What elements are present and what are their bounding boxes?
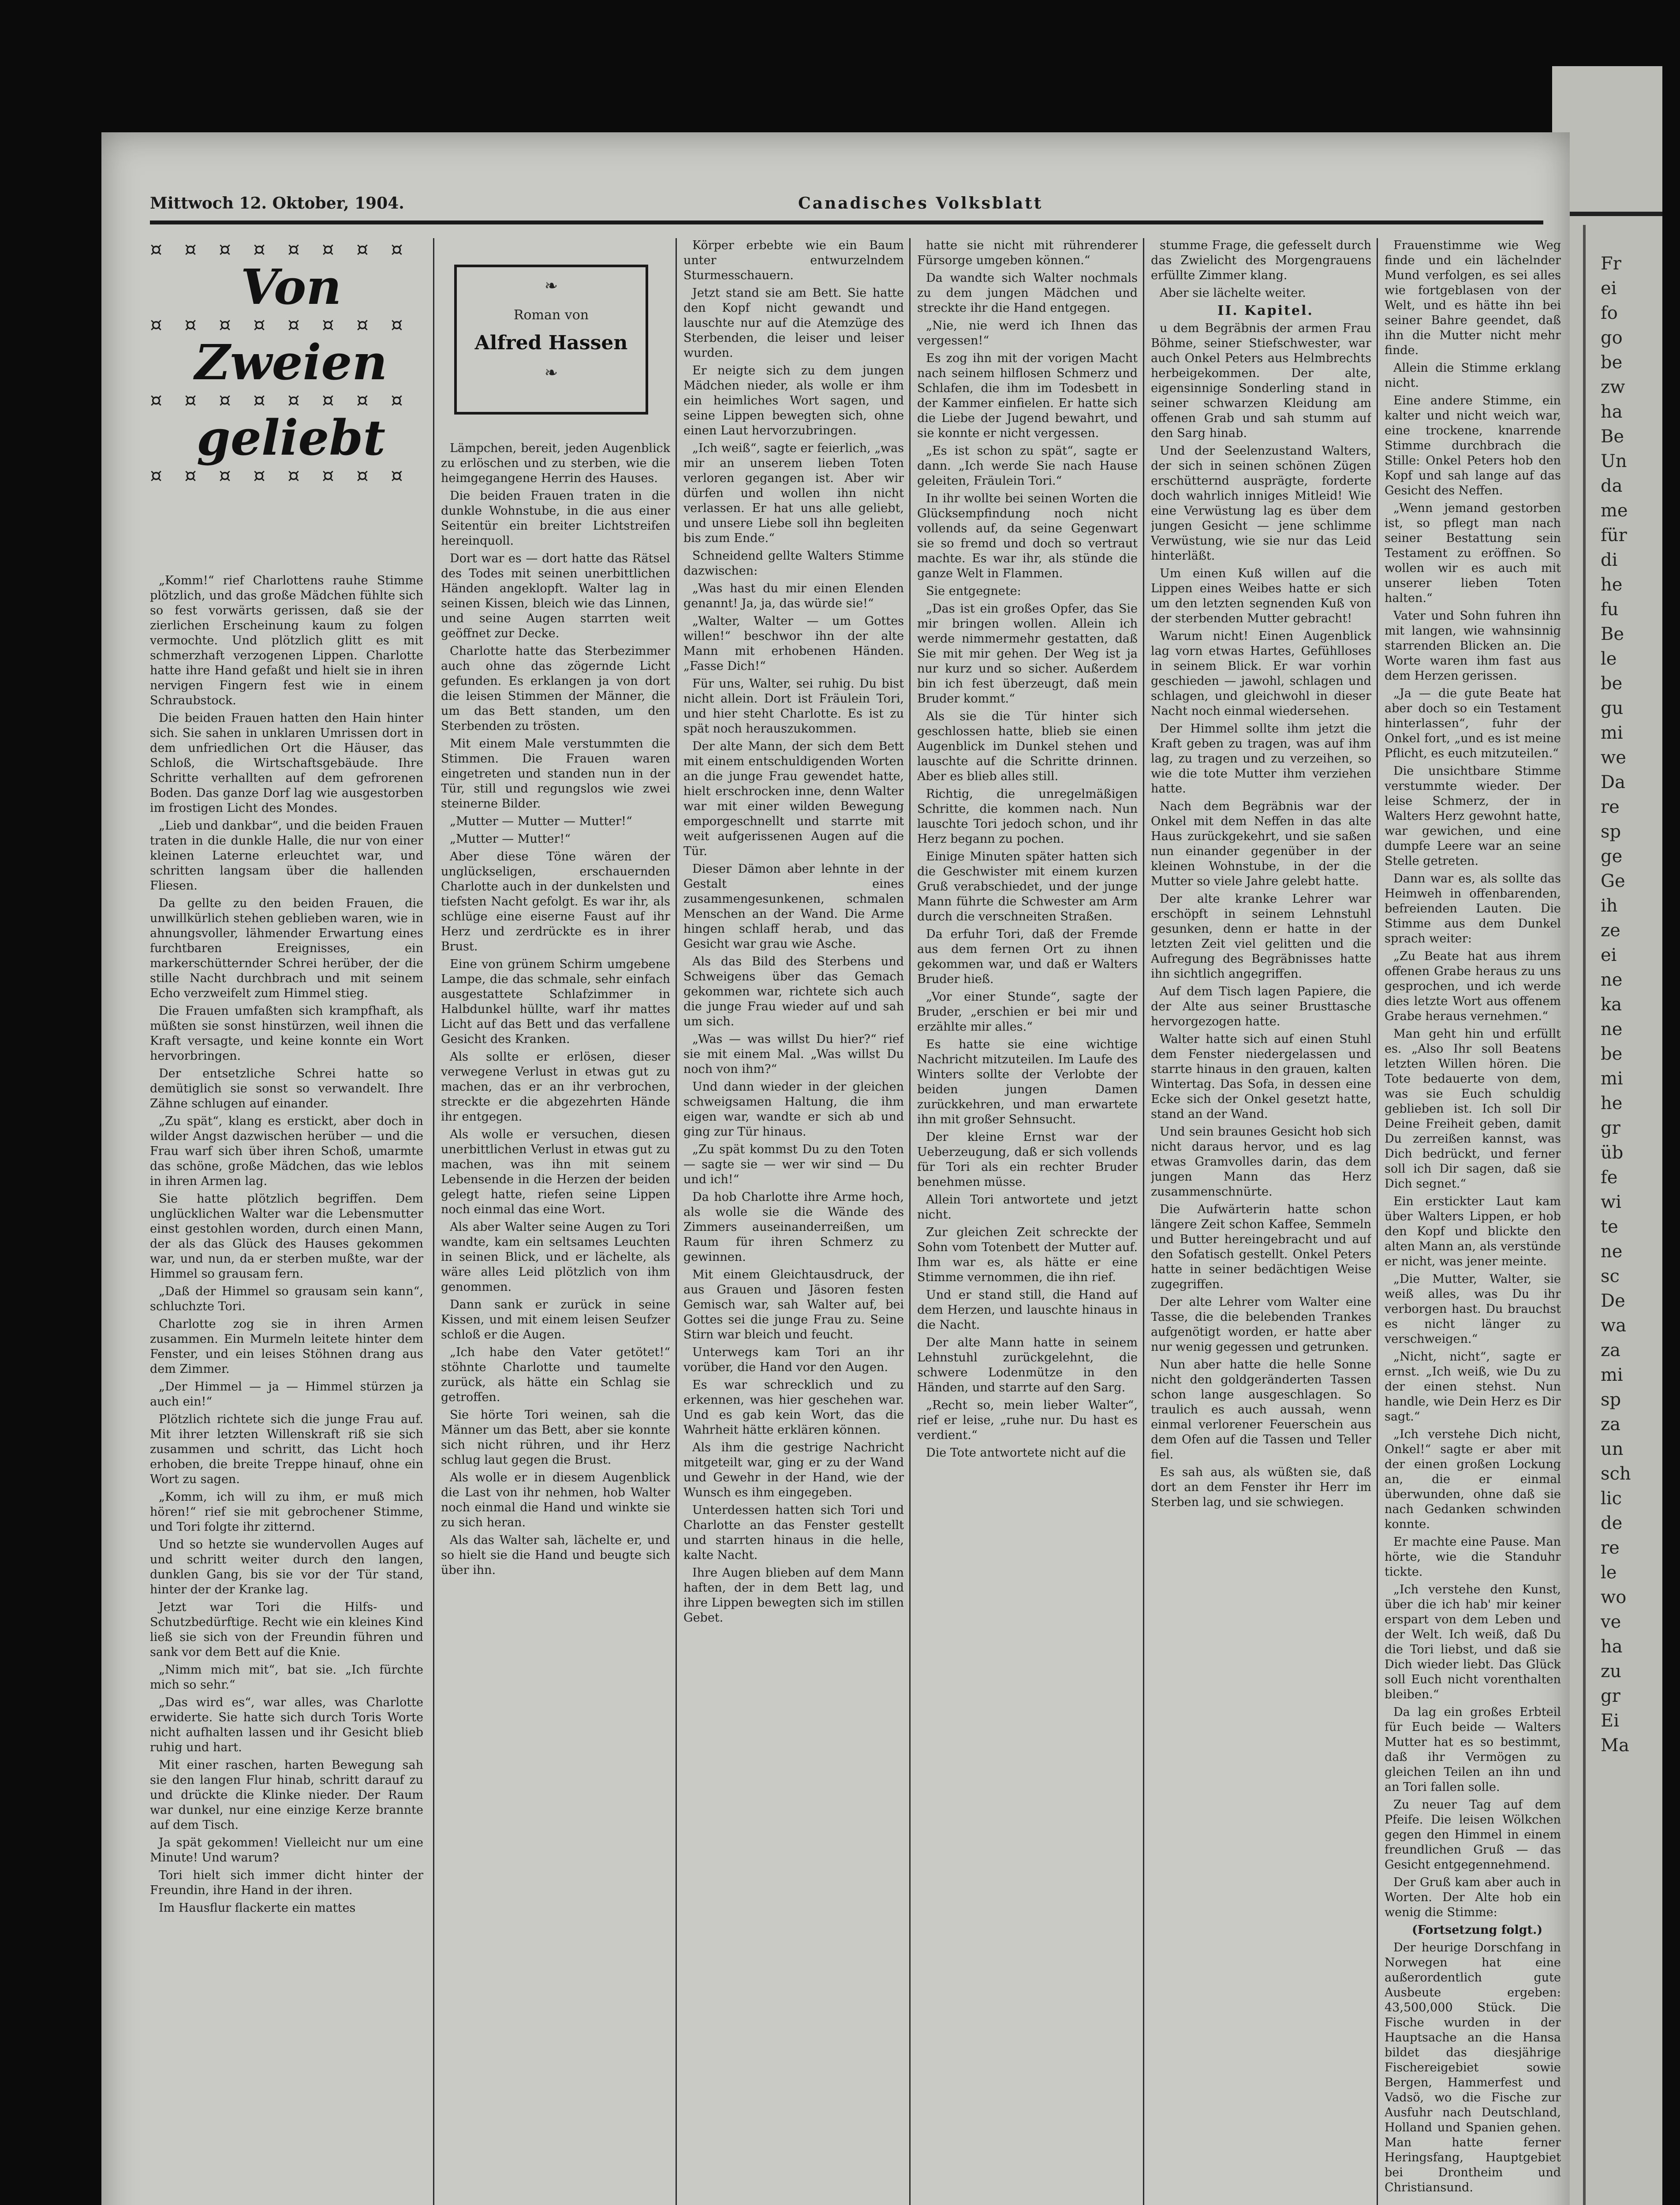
paragraph: Als wolle er in diesem Augenblick die Last von ihr nehmen, hob Walter noch einmal die Hand und winkte sie zu sich heran. <box>441 1471 670 1529</box>
paragraph: Es war schrecklich und zu erkennen, was hier geschehen war. Und es gab kein Wort, das die Wahrheit hätte erklären können. <box>683 1378 904 1437</box>
paragraph: Die Aufwärterin hatte schon längere Zeit schon Kaffee, Semmeln und Butter hereingebracht und auf den Sofatisch gestellt. Onkel Peters hatte in seiner bedächtigen Weise zugegriffen. <box>1151 1203 1371 1291</box>
chapter-heading: II. Kapitel. <box>1217 303 1314 318</box>
column-rule <box>433 238 434 2205</box>
paragraph: „Was hast du mir einen Elenden genannt! Ja, ja, das würde sie!“ <box>683 582 904 610</box>
paragraph: „Mutter — Mutter!“ <box>450 832 571 846</box>
paragraph: Der alte Mann, der sich dem Bett mit einem entschuldigenden Worten an die junge Frau gewendet hatte, hielt erschrocken inne, denn Walter war mit einer wilden Bewegung emporgeschnellt und starrte mit weit aufgerissenen Augen auf die Tür. <box>683 740 904 858</box>
paragraph: Um einen Kuß willen auf die Lippen eines Weibes hatte er sich um den letzten segnenden Kuß von der sterbenden Mutter gebracht! <box>1151 567 1371 625</box>
paragraph: Da gellte zu den beiden Frauen, die unwillkürlich stehen geblieben waren, wie in ahnungsvoller, lähmender Erwartung eines furchtbaren Ereignisses, ein markerschütternder Schrei herüber, der die stille Nacht durchbrach und mit seinem Echo verzweifelt zum Himmel stieg. <box>150 897 423 1000</box>
paragraph: „Ich verstehe den Kunst, über die ich hab' mir keiner erspart von dem Leben und der Welt. Ich weiß, daß Du die Tori liebst, und daß sie Dich wieder liebt. Das Glück soll Euch nicht vorenthalten bleiben.“ <box>1385 1583 1561 1701</box>
paragraph: Die Frauen umfaßten sich krampfhaft, als müßten sie sonst hinstürzen, weil ihnen die Kraft versagte, und keine konnte ein Wort hervorbringen. <box>150 1004 423 1063</box>
paragraph: „Komm, ich will zu ihm, er muß mich hören!“ rief sie mit gebrochener Stimme, und Tori folgte ihr zitternd. <box>150 1490 423 1534</box>
paragraph: In ihr wollte bei seinen Worten die Glücksempfindung noch nicht vollends auf, da seine Gegenwart sie so fremd und doch so vertraut machte. Es war ihr, als stünde die ganze Welt in Flammen. <box>917 492 1138 580</box>
story-title-line-2: Zweien <box>194 334 388 391</box>
paragraph: „Das wird es“, war alles, was Charlotte erwiderte. Sie hatte sich durch Toris Worte nicht aufhalten lassen und ihr Gesicht blieb ruhig und hart. <box>150 1696 423 1754</box>
paragraph: Da wandte sich Walter nochmals zu dem jungen Mädchen und streckte ihr die Hand entgegen. <box>917 271 1138 315</box>
paragraph: Frauenstimme wie Weg finde und ein lächelnder Mund verfolgen, es sei alles wie fortgeblasen von der Welt, und es hätte ihn bei seiner Bahre geendet, daß ihn die Mutter nicht mehr finde. <box>1385 239 1561 357</box>
paragraph: Mit einem Gleichtausdruck, der aus Grauen und Jäsoren festen Gemisch war, sah Walter auf, bei Gottes sei die junge Frau zu. Seine Stirn war bleich und feucht. <box>683 1268 904 1342</box>
paragraph: Aber sie lächelte weiter. <box>1160 286 1306 300</box>
paragraph: Der Himmel sollte ihm jetzt die Kraft geben zu tragen, was auf ihm lag, zu tragen und zu verzeihen, so wie die tote Mutter ihm verziehen hatte. <box>1151 722 1371 796</box>
paragraph: „Nimm mich mit“, bat sie. „Ich fürchte mich so sehr.“ <box>150 1663 423 1692</box>
paragraph: Tori hielt sich immer dicht hinter der Freundin, ihre Hand in der ihren. <box>150 1869 423 1897</box>
continued-note: (Fortsetzung folgt.) <box>1411 1923 1543 1937</box>
paragraph: Er neigte sich zu dem jungen Mädchen nieder, als wolle er ihm ein heimliches Wort sagen, und seine Lippen bewegten sich, ohne einen Laut hervorzubringen. <box>683 364 904 437</box>
paragraph: u dem Begräbnis der armen Frau Böhme, seiner Stiefschwester, war auch Onkel Peters aus Helmbrechts herbeigekommen. Der alte, eigensinnige Sonderling stand in seiner schwarzen Kleidung am offenen Grab und sah stumm auf den Sarg hinab. <box>1151 321 1371 440</box>
paragraph: Nach dem Begräbnis war der Onkel mit dem Neffen in das alte Haus zurückgekehrt, und sie saßen nun einander gegenüber in der kleinen Wohnstube, in der die Mutter so viele Jahre gelebt hatte. <box>1151 800 1371 888</box>
paragraph: „Was — was willst Du hier?“ rief sie mit einem Mal. „Was willst Du noch von ihm?“ <box>683 1032 904 1076</box>
column-rule <box>909 238 911 2205</box>
ornament-icon: ❧ <box>544 277 558 295</box>
author-name: Alfred Hassen <box>474 332 628 354</box>
paragraph: Der alte Mann hatte in seinem Lehnstuhl zurückgelehnt, die schwere Lodenmütze in den Händen, und starrte auf den Sarg. <box>917 1336 1138 1394</box>
paragraph: Warum nicht! Einen Augenblick lag vorn etwas Hartes, Gefühlloses in seinem Blick. Er war vorhin geschieden — jawohl, schlagen und schlagen, und gleichwohl in dieser Nacht noch einmal wiedersehen. <box>1151 629 1371 718</box>
paragraph: Walter hatte sich auf einen Stuhl dem Fenster niedergelassen und starrte hinaus in den grauen, kalten Wintertag. Das Sofa, in dessen eine Ecke sich der Onkel gesetzt hatte, stand an der Wand. <box>1151 1032 1371 1121</box>
paragraph: Und dann wieder in der gleichen schweigsamen Haltung, die ihm eigen war, wandte er sich ab und ging zur Tür hinaus. <box>683 1080 904 1139</box>
paragraph: Da lag ein großes Erbteil für Euch beide — Walters Mutter hat es so bestimmt, daß ihr Vermögen zu gleichen Teilen an ihn und an Tori fallen solle. <box>1385 1705 1561 1794</box>
paragraph: „Das ist ein großes Opfer, das Sie mir bringen wollen. Allein ich werde nimmermehr gestatten, daß Sie mit mir gehen. Der Weg ist ja nur kurz und so sicher. Außerdem bin ich fest überzeugt, daß mein Bruder kommt.“ <box>917 602 1138 706</box>
story-title-line-3: geliebt <box>196 409 386 466</box>
page-header <box>150 194 1543 220</box>
newspaper-name: Canadisches Volksblatt <box>798 194 1043 213</box>
paragraph: Zu neuer Tag auf dem Pfeife. Die leisen Wölkchen gegen den Himmel in einem freundlichen Gruß — das Gesicht entgegennehmend. <box>1385 1798 1561 1872</box>
paragraph: „Ich weiß“, sagte er feierlich, „was mir an unserem lieben Toten verloren gegangen ist. Aber wir dürfen und wollen ihn nicht verlassen. Er hat uns alle geliebt, und unsere Liebe soll ihn begleiten bis zum Ende.“ <box>683 441 904 545</box>
paragraph: Dieser Dämon aber lehnte in der Gestalt eines zusammengesunkenen, schmalen Menschen an der Wand. Die Arme hingen schlaff herab, und das Gesicht war grau wie Asche. <box>683 862 904 951</box>
paragraph: Der heurige Dorschfang in Norwegen hat eine außerordentlich gute Ausbeute ergeben: 43,500,000 Stück. Die Fische wurden in der Hauptsache an die Hansa bildet das diesjährige Fischereigebiet sowie Bergen, Hammerfest und Vadsö, wo die Fische zur Ausfuhr nach Deutschland, Holland und Spanien gehen. Man hatte ferner Heringsfang, Hauptgebiet bei Drontheim und Christiansund. <box>1385 1941 1561 2194</box>
paragraph: Zur gleichen Zeit schreckte der Sohn vom Totenbett der Mutter auf. Ihm war es, als hätte er eine Stimme vernommen, die ihn rief. <box>917 1226 1138 1284</box>
ornament-icon-bottom: ❧ <box>544 364 558 382</box>
adjacent-column-rule <box>1583 225 1586 2205</box>
paragraph: Jetzt war Tori die Hilfs- und Schutzbedürftige. Recht wie ein kleines Kind ließ sie sich von der Freundin führen und sank vor dem Bett auf die Knie. <box>150 1600 423 1659</box>
paragraph: Allein Tori antwortete und jetzt nicht. <box>917 1193 1138 1222</box>
paragraph: Als sie die Tür hinter sich geschlossen hatte, blieb sie einen Augenblick im Dunkel stehen und lauschte auf die Schritte drinnen. Aber es blieb alles still. <box>917 710 1138 783</box>
paragraph: Sie hatte plötzlich begriffen. Dem unglücklichen Walter war die Lebensmutter einst gestohlen worden, durch einen Mann, der als das Glück des Hauses gekommen war, und nun, da er sterben mußte, war der Himmel so grausam fern. <box>150 1192 423 1281</box>
paragraph: Mit einem Male verstummten die Stimmen. Die Frauen waren eingetreten und standen nun in der Tür, still und regungslos wie zwei steinerne Bilder. <box>441 737 670 811</box>
paragraph: Charlotte zog sie in ihren Armen zusammen. Ein Murmeln leitete hinter dem Fenster, und ein leises Stöhnen drang aus dem Zimmer. <box>150 1317 423 1376</box>
paragraph: „Zu Beate hat aus ihrem offenen Grabe heraus zu uns gesprochen, und ich werde dies letzte Wort aus offenem Grabe heraus vernehmen.“ <box>1385 949 1561 1023</box>
ornament-row-bottom: ¤ ¤ ¤ ¤ ¤ ¤ ¤ ¤ <box>150 464 411 487</box>
paragraph: Da erfuhr Tori, daß der Fremde aus dem fernen Ort zu ihnen gekommen war, und daß er Walters Bruder hieß. <box>917 927 1138 986</box>
byline-box <box>454 265 648 415</box>
paragraph: Der alte Lehrer vom Walter eine Tasse, die die belebenden Trankes aufgenötigt worden, er hatte aber nur wenig gegessen und getrunken. <box>1151 1295 1371 1354</box>
paragraph: „Komm!“ rief Charlottens rauhe Stimme plötzlich, und das große Mädchen fühlte sich so fest vorwärts gerissen, daß sie der zierlichen Erscheinung kaum zu folgen vermochte. Und plötzlich glitt es mit schmerzhaft verzogenen Lippen. Charlotte hatte ihre Hand gefaßt und hielt sie in ihren nervigen Fingern fest wie in einem Schraubstock. <box>150 574 423 707</box>
paragraph: Als das Bild des Sterbens und Schweigens über das Gemach gekommen war, richtete sich auch die junge Frau wieder auf und sah um sich. <box>683 955 904 1028</box>
paragraph: „Zu spät kommst Du zu den Toten — sagte sie — wer wir sind — Du und ich!“ <box>683 1143 904 1186</box>
paragraph: Der Gruß kam aber auch in Worten. Der Alte hob ein wenig die Stimme: <box>1385 1876 1561 1919</box>
paragraph: „Lieb und dankbar“, und die beiden Frauen traten in die dunkle Halle, die nur von einer kleinen Laterne erleuchtet war, und schritten langsam über die hallenden Fliesen. <box>150 819 423 893</box>
ornament-row-top: ¤ ¤ ¤ ¤ ¤ ¤ ¤ ¤ <box>150 238 411 261</box>
paragraph: Vater und Sohn fuhren ihn mit langen, wie wahnsinnig starrenden Blicken an. Die Worte waren ihm fast aus dem Herzen gerissen. <box>1385 609 1561 683</box>
story-title-block <box>150 238 432 556</box>
paragraph: „Es ist schon zu spät“, sagte er dann. „Ich werde Sie nach Hause geleiten, Fräulein Tori.“ <box>917 444 1138 488</box>
paragraph: Sie hörte Tori weinen, sah die Männer um das Bett, aber sie konnte sich nicht rühren, und ihr Herz schlug laut gegen die Brust. <box>441 1408 670 1467</box>
paragraph: Der alte kranke Lehrer war erschöpft in seinem Lehnstuhl gesunken, denn er hatte in der letzten Zeit viel gelitten und die Aufregung des Begräbnisses hatte ihn sichtlich angegriffen. <box>1151 892 1371 981</box>
paragraph: „Nicht, nicht“, sagte er ernst. „Ich weiß, wie Du zu der einen stehst. Nun handle, wie Dein Herz es Dir sagt.“ <box>1385 1350 1561 1424</box>
story-title-line-1: Von <box>240 258 342 315</box>
paragraph: „Nie, nie werd ich Ihnen das vergessen!“ <box>917 319 1138 348</box>
paragraph: hatte sie nicht mit rührenderer Fürsorge umgeben können.“ <box>917 239 1138 267</box>
paragraph: Charlotte hatte das Sterbezimmer auch ohne das zögernde Licht gefunden. Es erklangen ja von dort die leisen Stimmen der Männer, die um das Bett standen, um den Sterbenden zu trösten. <box>441 644 670 733</box>
text-column-5 <box>1151 238 1371 2205</box>
paragraph: Schneidend gellte Walters Stimme dazwischen: <box>683 549 904 578</box>
paragraph: Und sein braunes Gesicht hob sich nicht daraus hervor, und es lag etwas Gramvolles darin, das dem jungen Mann das Herz zusammenschnürte. <box>1151 1125 1371 1199</box>
ornament-row-mid2: ¤ ¤ ¤ ¤ ¤ ¤ ¤ ¤ <box>150 389 411 411</box>
column-rule <box>676 238 677 2205</box>
paragraph: „Die Mutter, Walter, sie weiß alles, was Du ihr verborgen hast. Du brauchst es nicht länger zu verschweigen.“ <box>1385 1272 1561 1346</box>
paragraph: Ja spät gekommen! Vielleicht nur um eine Minute! Und warum? <box>150 1836 423 1865</box>
paragraph: Dann war es, als sollte das Heimweh in offenbarenden, befreienden Lauten. Die Stimme aus dem Dunkel sprach weiter: <box>1385 872 1561 946</box>
paragraph: „Ich habe den Vater getötet!“ stöhnte Charlotte und taumelte zurück, als hätte ein Schlag sie getroffen. <box>441 1345 670 1404</box>
paragraph: stumme Frage, die gefesselt durch das Zwielicht des Morgengrauens erfüllte Zimmer klang. <box>1151 239 1371 282</box>
paragraph: „Mutter — Mutter — Mutter!“ <box>450 815 632 828</box>
paragraph: „Vor einer Stunde“, sagte der Bruder, „erschien er bei mir und erzählte mir alles.“ <box>917 990 1138 1034</box>
paragraph: Die Tote antwortete nicht auf die <box>926 1446 1126 1460</box>
text-column-1 <box>150 573 423 2205</box>
paragraph: Als ihm die gestrige Nachricht mitgeteilt war, ging er zu der Wand und Gewehr in der Hand, wie der Wunsch es ihm eingegeben. <box>683 1441 904 1499</box>
paragraph: „Der Himmel — ja — Himmel stürzen ja auch ein!“ <box>150 1380 423 1409</box>
adjacent-page-text: Fr ei fo go be zw ha Be Un da me für di he fu Be le be gu mi we Da re sp ge Ge ih ze ei ne ka ne be mi he gr üb fe wi te ne sc De wa za mi sp za un sch lic de re le wo ve ha zu gr Ei Ma <box>1601 254 1631 1756</box>
text-column-3 <box>683 238 904 2205</box>
paragraph: „Walter, Walter — um Gottes willen!“ beschwor ihn der alte Mann mit erhobenen Händen. „Fasse Dich!“ <box>683 614 904 673</box>
text-column-6 <box>1385 238 1561 2205</box>
paragraph: Als das Walter sah, lächelte er, und so hielt sie die Hand und beugte sich über ihn. <box>441 1533 670 1577</box>
column-rule <box>1143 238 1144 2205</box>
paragraph: Die unsichtbare Stimme verstummte wieder. Der leise Schmerz, der in Walters Herz gewohnt hatte, war gewichen, und eine dumpfe Leere war an seine Stelle getreten. <box>1385 764 1561 868</box>
paragraph: Und so hetzte sie wundervollen Auges auf und schritt weiter durch den langen, dunklen Gang, bis sie vor der Tür stand, hinter der der Kranke lag. <box>150 1538 423 1596</box>
paragraph: Körper erbebte wie ein Baum unter entwurzelndem Sturmesschauern. <box>683 239 904 282</box>
paragraph: Als aber Walter seine Augen zu Tori wandte, kam ein seltsames Leuchten in seinen Blick, und er lächelte, als wäre alles Leid plötzlich von ihm genommen. <box>441 1220 670 1294</box>
text-column-4 <box>917 238 1138 2205</box>
paragraph: Als sollte er erlösen, dieser verwegene Verlust in etwas gut zu machen, das er an ihr verbrochen, streckte er die abgezehrten Hände ihr entgegen. <box>441 1050 670 1124</box>
paragraph: Sie entgegnete: <box>926 584 1021 598</box>
paragraph: Allein die Stimme erklang nicht. <box>1385 361 1561 390</box>
paragraph: Als wolle er versuchen, diesen unerbittlichen Verlust in etwas gut zu machen, was ihn mit seinem Lebensende in die Herzen der beiden gelegt hatte, riefen seine Lippen noch einmal das eine Wort. <box>441 1128 670 1216</box>
paragraph: Und er stand still, die Hand auf dem Herzen, und lauschte hinaus in die Nacht. <box>917 1288 1138 1332</box>
paragraph: Eine von grünem Schirm umgebene Lampe, die das schmale, sehr einfach ausgestattete Schlafzimmer in Halbdunkel hüllte, warf ihr mattes Licht auf das Bett und das verfallene Gesicht des Kranken. <box>441 957 670 1046</box>
paragraph: Lämpchen, bereit, jeden Augenblick zu erlöschen und zu sterben, wie die heimgegangene Herrin des Hauses. <box>441 441 670 485</box>
paragraph: Für uns, Walter, sei ruhig. Du bist nicht allein. Dort ist Fräulein Tori, und hier steht Charlotte. Es ist zu spät noch herauszukommen. <box>683 677 904 736</box>
paragraph: „Ich verstehe Dich nicht, Onkel!“ sagte er aber mit der einen großen Lockung an, die er einmal überwunden, ohne daß sie nach Gedanken schwinden konnte. <box>1385 1428 1561 1531</box>
paragraph: Im Hausflur flackerte ein mattes <box>159 1901 356 1915</box>
paragraph: „Zu spät“, klang es erstickt, aber doch in wilder Angst dazwischen herüber — und die Frau warf sich über ihren Schoß, umarmte das schöne, große Mädchen, das wie leblos in ihren Armen lag. <box>150 1114 423 1188</box>
ornament-row-mid: ¤ ¤ ¤ ¤ ¤ ¤ ¤ ¤ <box>150 314 411 336</box>
paragraph: „Daß der Himmel so grausam sein kann“, schluchzte Tori. <box>150 1285 423 1313</box>
newspaper-page <box>101 132 1570 2205</box>
paragraph: Richtig, die unregelmäßigen Schritte, die kommen nach. Nun lauschte Tori jedoch schon, und ihr Herz begann zu pochen. <box>917 787 1138 846</box>
paragraph: Die beiden Frauen traten in die dunkle Wohnstube, in die aus einer Seitentür ein breiter Lichtstreifen hereinquoll. <box>441 489 670 548</box>
paragraph: Unterdessen hatten sich Tori und Charlotte an das Fenster gestellt und starrten hinaus in die helle, kalte Nacht. <box>683 1503 904 1562</box>
paragraph: Der entsetzliche Schrei hatte so demütiglich sie sonst so verwandelt. Ihre Zähne schlugen auf einander. <box>150 1067 423 1110</box>
text-column-2 <box>441 441 670 2205</box>
paragraph: Es zog ihn mit der vorigen Macht nach seinem hilflosen Schmerz und Schlafen, die ihm im Todesbett in der Kammer einfielen. Er hatte sich die Liebe der Jugend bewahrt, und sie konnte er nicht vergessen. <box>917 351 1138 440</box>
paragraph: Es sah aus, als wüßten sie, daß dort an dem Fenster ihr Herr im Sterben lag, und sie schwiegen. <box>1151 1465 1371 1509</box>
paragraph: Plötzlich richtete sich die junge Frau auf. Mit ihrer letzten Willenskraft riß sie sich zusammen und schritt, das Licht hoch erhoben, die breite Treppe hinauf, ohne ein Wort zu sagen. <box>150 1413 423 1486</box>
column-rule <box>1377 238 1378 2205</box>
paragraph: Auf dem Tisch lagen Papiere, die der Alte aus seiner Brusttasche hervorgezogen hatte. <box>1151 985 1371 1028</box>
paragraph: Die beiden Frauen hatten den Hain hinter sich. Sie sahen in unklaren Umrissen dort in dem unfriedlichen Ort die Häuser, das Schloß, die Wirtschaftsgebäude. Ihre Schritte verhallten auf dem gefrorenen Boden. Das ganze Dorf lag wie ausgestorben im frostigen Licht des Mondes. <box>150 711 423 815</box>
paragraph: Da hob Charlotte ihre Arme hoch, als wolle sie die Wände des Zimmers auseinanderreißen, um Raum für ihren Schmerz zu gewinnen. <box>683 1190 904 1264</box>
paragraph: Und der Seelenzustand Walters, der sich in seinen schönen Zügen erschütternd ausprägte, forderte doch wahrlich inniges Mitleid! Wie eine Verwüstung lag es über dem jungen Gesicht — jene schlimme Verwüstung, wie sie nur das Leid hinterläßt. <box>1151 444 1371 563</box>
paragraph: Es hatte sie eine wichtige Nachricht mitzuteilen. Im Laufe des Winters sollte der Verlobte der beiden jungen Damen zurückkehren, und man erwartete ihn mit großer Sehnsucht. <box>917 1038 1138 1126</box>
adjacent-header-rule <box>1557 212 1662 216</box>
paragraph: „Wenn jemand gestorben ist, so pflegt man nach seiner Bestattung sein Testament zu eröffnen. So wollen wir es auch mit unserer lieben Toten halten.“ <box>1385 501 1561 605</box>
paragraph: Unterwegs kam Tori an ihr vorüber, die Hand vor den Augen. <box>683 1345 904 1374</box>
header-rule <box>150 220 1543 224</box>
paragraph: Dort war es — dort hatte das Rätsel des Todes mit seinen unerbittlichen Händen angeklopft. Walter lag in seinen Kissen, bleich wie das Linnen, und seine Augen starrten weit geöffnet zur Decke. <box>441 552 670 640</box>
paragraph: Nun aber hatte die helle Sonne nicht den goldgeränderten Tassen schon lange ausgeschlagen. So traulich es auch aussah, wenn einmal verlorener Feuerschein aus dem Ofen auf die Tassen und Teller fiel. <box>1151 1358 1371 1461</box>
paragraph: Eine andere Stimme, ein kalter und nicht weich war, eine trockene, knarrende Stimme durchbrach die Stille: Onkel Peters hob den Kopf und sah lange auf das Gesicht des Neffen. <box>1385 394 1561 497</box>
paragraph: Mit einer raschen, harten Bewegung sah sie den langen Flur hinab, schritt darauf zu und drückte die Klinke nieder. Der Raum war dunkel, nur eine einzige Kerze brannte auf dem Tisch. <box>150 1758 423 1832</box>
byline-label: Roman von <box>513 307 589 323</box>
paragraph: Jetzt stand sie am Bett. Sie hatte den Kopf nicht gewandt und lauschte nur auf die Atemzüge des Sterbenden, die leiser und leiser wurden. <box>683 286 904 360</box>
paragraph: Der kleine Ernst war der Ueberzeugung, daß er sich vollends für Tori als ein rechter Bruder benehmen müsse. <box>917 1130 1138 1189</box>
paragraph: Aber diese Töne wären der unglückseligen, erschauernden Charlotte auch in der dunkelsten und tiefsten Nacht gefolgt. Es war ihr, als schlüge eine eiserne Faust auf ihr Herz und zerdrückte es in ihrer Brust. <box>441 850 670 953</box>
paragraph: Ein erstickter Laut kam über Walters Lippen, er hob den Kopf und blickte den alten Mann an, als verstünde er nicht, was jener meinte. <box>1385 1195 1561 1268</box>
paragraph: Ihre Augen blieben auf dem Mann haften, der in dem Bett lag, und ihre Lippen bewegten sich im stillen Gebet. <box>683 1566 904 1625</box>
paragraph: Er machte eine Pause. Man hörte, wie die Standuhr tickte. <box>1385 1535 1561 1579</box>
issue-date: Mittwoch 12. Oktober, 1904. <box>150 194 404 213</box>
paragraph: „Ja — die gute Beate hat aber doch so ein Testament hinterlassen“, fuhr der Onkel fort, „und es ist meine Pflicht, es euch mitzuteilen.“ <box>1385 687 1561 760</box>
paragraph: Einige Minuten später hatten sich die Geschwister mit einem kurzen Gruß verabschiedet, und der junge Mann führte die Schwester am Arm durch die verschneiten Straßen. <box>917 850 1138 923</box>
paragraph: „Recht so, mein lieber Walter“, rief er leise, „ruhe nur. Du hast es verdient.“ <box>917 1398 1138 1442</box>
paragraph: Man geht hin und erfüllt es. „Also Ihr soll Beatens letzten Willen hören. Die Tote bedauerte von dem, was sie Euch schuldig geblieben ist. Ich soll Dir Deine Freiheit geben, damit Du zerreißen kannst, was Dich bedrückt, und ferner soll ich Dir sagen, daß sie Dich segnet.“ <box>1385 1027 1561 1191</box>
paragraph: Dann sank er zurück in seine Kissen, und mit einem leisen Seufzer schloß er die Augen. <box>441 1298 670 1342</box>
